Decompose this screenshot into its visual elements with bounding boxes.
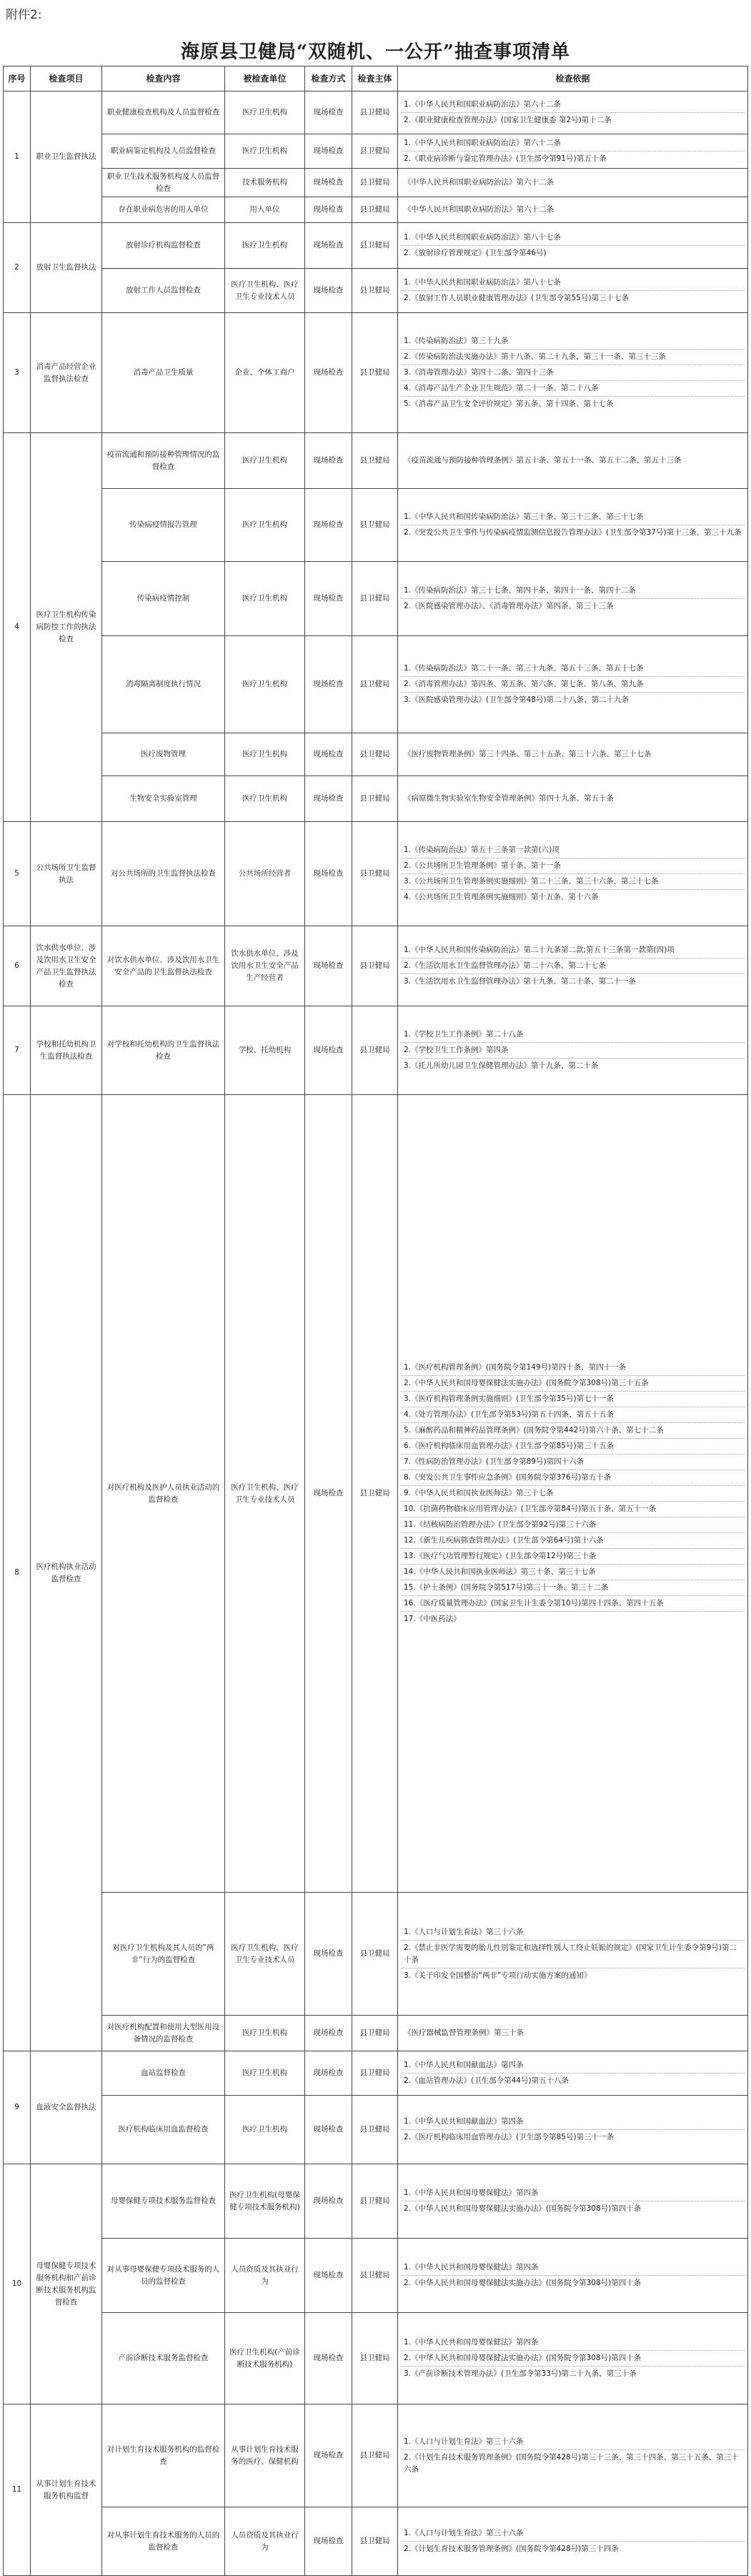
inspection-method-cell: 现场检查 — [305, 1893, 352, 2016]
basis-line: 《医疗器械监督管理条例》第三十条 — [404, 2028, 524, 2037]
inspection-method-cell: 现场检查 — [305, 2164, 352, 2239]
basis-line: 1.《中华人民共和国传染病防治法》第三十条、第三十三条、第三十七条 — [401, 510, 745, 525]
inspection-content-cell: 消毒产品卫生质量 — [102, 313, 225, 433]
basis-line: 2.《医疗机构临床用血管理办法》(卫生部令第85号)第三十一条 — [404, 2133, 615, 2141]
basis-line: 1.《中华人民共和国职业病防治法》第六十二条 — [401, 97, 745, 113]
table-row — [4, 2096, 748, 2164]
inspected-unit-cell: 医疗卫生机构 — [225, 2016, 305, 2051]
inspected-unit-cell: 饮水供水单位、涉及饮用水卫生安全产品生产经营者 — [225, 926, 305, 1006]
basis-line: 4.《处方管理办法》(卫生部令第53号)第五十四条、第五十五条 — [401, 1407, 745, 1423]
inspection-method-cell: 现场检查 — [305, 2016, 352, 2051]
inspection-subject-cell: 县卫健局 — [352, 1893, 398, 2016]
inspection-subject-cell: 县卫健局 — [352, 2507, 398, 2576]
inspection-content-cell: 传染病疫情报告管理 — [102, 489, 225, 562]
inspected-unit-cell: 医疗卫生机构(母婴保健专项技术服务机构) — [225, 2164, 305, 2239]
basis-line: 1.《医疗机构管理条例》(国务院令第149号)第四十条、第四十一条 — [401, 1360, 745, 1376]
basis-line: 3.《医院感染管理办法》(卫生部令第48号)第二十八条、第二十九条 — [404, 695, 630, 704]
inspection-basis-cell — [398, 926, 748, 1006]
inspection-subject-cell: 县卫健局 — [352, 562, 398, 636]
basis-line: 3.《托儿所幼儿园卫生保健管理办法》第十九条、第二十条 — [404, 1061, 599, 1070]
inspection-basis-cell — [398, 269, 748, 313]
table-row — [4, 489, 748, 562]
inspected-unit-cell: 医疗卫生机构 — [225, 134, 305, 169]
inspection-basis-cell — [398, 1095, 748, 1893]
inspection-content-cell: 职业健康检查机构及人员监督检查 — [102, 91, 225, 134]
header-cell-subject: 检查主体 — [352, 66, 398, 91]
basis-line: 3.《医疗机构管理条例实施细则》(卫生部令第35号)第七十一条 — [401, 1392, 745, 1407]
table-row — [4, 2051, 748, 2096]
inspected-unit-cell: 医疗卫生机构、医疗卫生专业技术人员 — [225, 269, 305, 313]
inspection-content-cell: 对医疗卫生机构及其人员的“两非”行为的监督检查 — [102, 1893, 225, 2016]
basis-line: 1.《中华人民共和国职业病防治法》第八十七条 — [401, 230, 745, 246]
inspection-method-cell: 现场检查 — [305, 91, 352, 134]
inspection-subject-cell: 县卫健局 — [352, 169, 398, 197]
inspection-method-cell: 现场检查 — [305, 822, 352, 926]
inspection-content-cell: 医疗机构临床用血监督检查 — [102, 2096, 225, 2164]
inspection-subject-cell: 县卫健局 — [352, 636, 398, 733]
inspection-content-cell: 职业病鉴定机构及人员监督检查 — [102, 134, 225, 169]
basis-line: 2.《中华人民共和国母婴保健法实施办法》(国务院令第308号)第四十条 — [404, 2279, 642, 2287]
basis-line: 1.《中华人民共和国传染病防治法》第二十九条第二款;第五十三条第一款第(四)项 — [401, 943, 745, 958]
table-row — [4, 733, 748, 776]
inspection-basis-cell — [398, 313, 748, 433]
basis-line: 《病原微生物实验室生物安全管理条例》第四十九条、第五十条 — [404, 794, 614, 803]
row-number-cell: 1 — [4, 91, 31, 223]
table-row — [4, 2016, 748, 2051]
inspection-method-cell: 现场检查 — [305, 223, 352, 269]
basis-line: 3.《关于印发全国整治“两非”专项行动实施方案的通知》 — [404, 1971, 592, 1980]
inspected-unit-cell: 医疗卫生机构 — [225, 2096, 305, 2164]
basis-line: 2.《学校卫生工作条例》第四条 — [401, 1043, 745, 1059]
table-row — [4, 134, 748, 169]
inspection-basis-cell — [398, 223, 748, 269]
inspection-subject-cell: 县卫健局 — [352, 91, 398, 134]
basis-line: 1.《传染病防治法》第三十七条、第四十条、第四十一条、第四十二条 — [401, 583, 745, 599]
table-row — [4, 433, 748, 489]
inspected-unit-cell: 技术服务机构 — [225, 169, 305, 197]
basis-line: 《中华人民共和国职业病防治法》第六十二条 — [404, 178, 554, 187]
basis-line: 17.《中医药法》 — [404, 1615, 461, 1623]
inspected-unit-cell: 医疗卫生机构 — [225, 733, 305, 776]
table-row — [4, 313, 748, 433]
basis-line: 1.《中华人民共和国母婴保健法》第四条 — [401, 2335, 745, 2351]
basis-line: 2.《放射工作人员职业健康管理办法》(卫生部令第55号)第三十七条 — [404, 294, 630, 302]
inspection-basis-cell — [398, 489, 748, 562]
inspection-basis-cell — [398, 822, 748, 926]
inspection-content-cell: 生物安全实验室管理 — [102, 776, 225, 822]
inspection-item-cell: 从事计划生育技术服务机构监督 — [31, 2404, 102, 2576]
inspection-basis-cell — [398, 2313, 748, 2404]
inspection-item-cell: 学校和托幼机构卫生监督执法检查 — [31, 1006, 102, 1095]
basis-line: 2.《计划生育技术服务管理条例》(国务院令第428号)第三十四条 — [404, 2545, 619, 2553]
inspection-subject-cell: 县卫健局 — [352, 733, 398, 776]
inspection-subject-cell: 县卫健局 — [352, 2051, 398, 2096]
header-cell-item: 检查项目 — [31, 66, 102, 91]
row-number-cell: 11 — [4, 2404, 31, 2576]
inspection-item-cell: 医疗卫生机构传染病防控工作的执法检查 — [31, 433, 102, 822]
inspection-basis-cell — [398, 2507, 748, 2576]
basis-line: 8.《突发公共卫生事件应急条例》(国务院令第376号)第五十条 — [401, 1470, 745, 1486]
header-cell-method: 检查方式 — [305, 66, 352, 91]
inspection-subject-cell: 县卫健局 — [352, 2239, 398, 2313]
inspected-unit-cell: 用人单位 — [225, 197, 305, 223]
inspected-unit-cell: 医疗卫生机构(产前诊断技术服务机构) — [225, 2313, 305, 2404]
table-row — [4, 1006, 748, 1095]
header-cell-content: 检查内容 — [102, 66, 225, 91]
inspection-method-cell: 现场检查 — [305, 489, 352, 562]
inspection-method-cell: 现场检查 — [305, 2096, 352, 2164]
inspection-content-cell: 放射工作人员监督检查 — [102, 269, 225, 313]
inspection-content-cell: 放射诊疗机构监督检查 — [102, 223, 225, 269]
inspection-method-cell: 现场检查 — [305, 269, 352, 313]
inspection-subject-cell: 县卫健局 — [352, 2313, 398, 2404]
inspection-subject-cell: 县卫健局 — [352, 776, 398, 822]
inspection-item-cell: 消毒产品经营企业监督执法检查 — [31, 313, 102, 433]
basis-line: 1.《中华人民共和国献血法》第四条 — [401, 2058, 745, 2074]
inspected-unit-cell: 医疗卫生机构 — [225, 636, 305, 733]
inspection-method-cell: 现场检查 — [305, 926, 352, 1006]
inspection-basis-cell — [398, 636, 748, 733]
basis-line: 1.《人口与计划生育法》第三十六条 — [401, 2434, 745, 2450]
basis-line: 5.《麻醉药品和精神药品管理条例》(国务院令第442号)第六十条、第七十二条 — [401, 1423, 745, 1439]
inspection-content-cell: 对医疗机构配置和使用大型医用设备情况的监督检查 — [102, 2016, 225, 2051]
inspected-unit-cell: 医疗卫生机构、医疗卫生专业技术人员 — [225, 1095, 305, 1893]
basis-line: 2.《禁止非医学需要的胎儿性别鉴定和选择性别人工终止妊娠的规定》(国家卫生计生委令第9号)第二十条 — [401, 1941, 745, 1968]
basis-line: 15.《护士条例》(国务院令第517号)第三十一条、第三十二条 — [401, 1580, 745, 1596]
inspection-basis-cell — [398, 776, 748, 822]
document-title: 海原县卫健局“双随机、一公开”抽查事项清单 — [181, 41, 570, 63]
inspection-item-cell: 母婴保健专项技术服务机构和产前诊断技术服务机构监督检查 — [31, 2164, 102, 2404]
inspection-subject-cell: 县卫健局 — [352, 313, 398, 433]
row-number-cell: 9 — [4, 2051, 31, 2164]
header-cell-index: 序号 — [4, 66, 31, 91]
header-cell-unit: 被检查单位 — [225, 66, 305, 91]
table-row — [4, 197, 748, 223]
basis-line: 5.《消毒产品卫生安全评价规定》第五条、第十四条、第十七条 — [404, 400, 614, 408]
basis-line: 2.《医院感染管理办法》、《消毒管理办法》第四条、第三十三条 — [404, 602, 614, 610]
basis-line: 1.《中华人民共和国母婴保健法》第四条 — [401, 2186, 745, 2201]
inspected-unit-cell: 从事计划生育技术服务的医疗、保健机构 — [225, 2404, 305, 2507]
basis-line: 6.《医疗机构临床用血管理办法》(卫生部令第85号)第三十五条 — [401, 1439, 745, 1455]
table-row — [4, 223, 748, 269]
inspection-method-cell: 现场检查 — [305, 1006, 352, 1095]
row-number-cell: 4 — [4, 433, 31, 822]
inspection-content-cell: 职业卫生技术服务机构及人员监督检查 — [102, 169, 225, 197]
table-row — [4, 926, 748, 1006]
table-row — [4, 1893, 748, 2016]
inspection-item-cell: 放射卫生监督执法 — [31, 223, 102, 313]
inspected-unit-cell: 企业、个体工商户 — [225, 313, 305, 433]
inspection-method-cell: 现场检查 — [305, 2051, 352, 2096]
inspection-basis-cell — [398, 134, 748, 169]
inspection-subject-cell: 县卫健局 — [352, 269, 398, 313]
inspection-method-cell: 现场检查 — [305, 2313, 352, 2404]
basis-line: 3.《消毒管理办法》第四十二条、第四十三条 — [401, 365, 745, 381]
basis-line: 2.《血站管理办法》(卫生部令第44号)第五十八条 — [404, 2076, 570, 2085]
table-row — [4, 169, 748, 197]
inspected-unit-cell: 医疗卫生机构 — [225, 776, 305, 822]
inspection-subject-cell: 县卫健局 — [352, 2164, 398, 2239]
inspection-subject-cell: 县卫健局 — [352, 926, 398, 1006]
inspected-unit-cell: 医疗卫生机构 — [225, 223, 305, 269]
basis-line: 1.《学校卫生工作条例》第二十八条 — [401, 1027, 745, 1043]
inspection-subject-cell: 县卫健局 — [352, 197, 398, 223]
inspection-basis-cell — [398, 433, 748, 489]
inspection-basis-cell — [398, 2239, 748, 2313]
inspected-unit-cell: 医疗卫生机构 — [225, 562, 305, 636]
inspected-unit-cell: 医疗卫生机构 — [225, 91, 305, 134]
inspection-method-cell: 现场检查 — [305, 197, 352, 223]
inspection-method-cell: 现场检查 — [305, 776, 352, 822]
inspection-content-cell: 传染病疫情控制 — [102, 562, 225, 636]
inspection-content-cell: 血站监督检查 — [102, 2051, 225, 2096]
inspection-subject-cell: 县卫健局 — [352, 489, 398, 562]
inspection-content-cell: 对从事母婴保健专项技术服务的人员的监督检查 — [102, 2239, 225, 2313]
basis-line: 16.《医疗质量管理办法》(国家卫生计生委令第10号)第四十四条、第四十五条 — [401, 1596, 745, 1612]
inspection-basis-cell — [398, 2051, 748, 2096]
inspection-subject-cell: 县卫健局 — [352, 2016, 398, 2051]
basis-line: 3.《产前诊断技术管理办法》(卫生部令第33号)第二十九条、第三十条 — [404, 2369, 637, 2378]
basis-line: 1.《中华人民共和国母婴保健法》第四条 — [401, 2260, 745, 2276]
table-row — [4, 2239, 748, 2313]
basis-line: 3.《公共场所卫生管理条例实施细则》第二十三条、第三十六条、第三十七条 — [401, 874, 745, 890]
basis-line: 7.《性病防治管理办法》(卫生部令第89号)第四十六条 — [401, 1455, 745, 1470]
basis-line: 12.《新生儿疾病筛查管理办法》(卫生部令第64号)第十六条 — [401, 1533, 745, 1549]
basis-line: 4.《消毒产品生产企业卫生规范》第二十一条、第二十八条 — [401, 381, 745, 397]
inspection-method-cell: 现场检查 — [305, 733, 352, 776]
inspection-content-cell: 存在职业病危害的用人单位 — [102, 197, 225, 223]
basis-line: 1.《传染病防治法》第三十九条 — [401, 334, 745, 350]
basis-line: 2.《生活饮用水卫生监督管理办法》第二十六条、第二十七条 — [401, 958, 745, 974]
inspection-content-cell: 对从事计划生育技术服务的人员的监督检查 — [102, 2507, 225, 2576]
table-row — [4, 636, 748, 733]
inspection-subject-cell: 县卫健局 — [352, 1095, 398, 1893]
table-row — [4, 2507, 748, 2576]
basis-line: 2.《职业健康检查管理办法》(国家卫生健康委 第2号)第十二条 — [404, 116, 612, 124]
row-number-cell: 7 — [4, 1006, 31, 1095]
inspection-item-cell: 职业卫生监督执法 — [31, 91, 102, 223]
table-row — [4, 562, 748, 636]
inspection-method-cell: 现场检查 — [305, 433, 352, 489]
basis-line: 2.《放射诊疗管理规定》(卫生部令第46号) — [404, 249, 547, 257]
basis-line: 1.《传染病防治法》第二十一条、第三十九条、第五十三条、第五十七条 — [401, 661, 745, 677]
inspection-basis-cell — [398, 733, 748, 776]
inspection-table — [3, 66, 748, 2576]
inspection-method-cell: 现场检查 — [305, 134, 352, 169]
basis-line: 10.《抗菌药物临床应用管理办法》(卫生部令第84号)第五十条、第五十一条 — [401, 1502, 745, 1517]
basis-line: 2.《中华人民共和国母婴保健法实施办法》(国务院令第308号)第三十五条 — [401, 1376, 745, 1392]
basis-line: 14.《中华人民共和国执业医师法》第三十条、第三十七条 — [401, 1565, 745, 1580]
table-row — [4, 2164, 748, 2239]
basis-line: 2.《中华人民共和国母婴保健法实施办法》(国务院令第308号)第四十条 — [404, 2204, 642, 2213]
basis-line: 2.《计划生育技术服务管理条例》(国务院令第428号)第三十三条、第三十四条、第三十五条、第三十六条 — [404, 2452, 739, 2474]
inspection-content-cell: 母婴保健专项技术服务监督检查 — [102, 2164, 225, 2239]
table-row — [4, 1095, 748, 1893]
row-number-cell: 3 — [4, 313, 31, 433]
inspection-subject-cell: 县卫健局 — [352, 134, 398, 169]
inspected-unit-cell: 医疗卫生机构 — [225, 489, 305, 562]
row-number-cell: 2 — [4, 223, 31, 313]
inspection-content-cell: 对饮水供水单位、涉及饮用水卫生安全产品的卫生监督执法检查 — [102, 926, 225, 1006]
inspection-method-cell: 现场检查 — [305, 2507, 352, 2576]
inspection-content-cell: 对学校和托幼机构的卫生监督执法检查 — [102, 1006, 225, 1095]
header-cell-basis: 检查依据 — [398, 66, 748, 91]
inspection-subject-cell: 县卫健局 — [352, 822, 398, 926]
inspected-unit-cell: 人员资质及其执业行为 — [225, 2507, 305, 2576]
inspected-unit-cell: 公共场所经营者 — [225, 822, 305, 926]
basis-line: 1.《中华人民共和国献血法》第四条 — [401, 2114, 745, 2130]
inspected-unit-cell: 学校、托幼机构 — [225, 1006, 305, 1095]
inspection-basis-cell — [398, 91, 748, 134]
inspection-basis-cell — [398, 1006, 748, 1095]
inspection-subject-cell: 县卫健局 — [352, 2404, 398, 2507]
table-body — [4, 91, 748, 2576]
table-row — [4, 776, 748, 822]
inspected-unit-cell: 医疗卫生机构 — [225, 433, 305, 489]
basis-line: 3.《生活饮用水卫生监督管理办法》第十九条、第二十条、第二十一条 — [404, 977, 637, 986]
basis-line: 4.《公共场所卫生管理条例实施细则》第十五条、第十六条 — [404, 893, 599, 901]
basis-line: 2.《传染病防治法实施办法》第十八条、第二十九条、第三十一条、第三十三条 — [401, 350, 745, 365]
inspection-basis-cell — [398, 562, 748, 636]
inspection-basis-cell — [398, 197, 748, 223]
basis-line: 1.《中华人民共和国职业病防治法》第六十二条 — [401, 136, 745, 152]
table-row — [4, 2404, 748, 2507]
inspection-subject-cell: 县卫健局 — [352, 1006, 398, 1095]
inspection-item-cell: 医疗机构执业活动监督检查 — [31, 1095, 102, 2051]
basis-line: 2.《公共场所卫生管理条例》第十条、第十一条 — [401, 858, 745, 874]
basis-line: 《医疗废物管理条例》第三十四条、第三十五条、第三十六条、第三十七条 — [404, 750, 652, 758]
inspection-subject-cell: 县卫健局 — [352, 2096, 398, 2164]
inspection-basis-cell — [398, 1893, 748, 2016]
inspection-method-cell: 现场检查 — [305, 313, 352, 433]
inspected-unit-cell: 医疗卫生机构 — [225, 2051, 305, 2096]
basis-line: 2.《职业病诊断与鉴定管理办法》(卫生部令第91号)第五十条 — [404, 154, 607, 163]
inspection-content-cell: 产前诊断技术服务监督检查 — [102, 2313, 225, 2404]
inspected-unit-cell: 医疗卫生机构、医疗卫生专业技术人员 — [225, 1893, 305, 2016]
row-number-cell: 8 — [4, 1095, 31, 2051]
inspected-unit-cell: 人员资质及其执业行为 — [225, 2239, 305, 2313]
row-number-cell: 6 — [4, 926, 31, 1006]
header-row — [4, 66, 748, 91]
inspection-basis-cell — [398, 2096, 748, 2164]
inspection-basis-cell — [398, 2164, 748, 2239]
inspection-method-cell: 现场检查 — [305, 2404, 352, 2507]
table-row — [4, 822, 748, 926]
inspection-content-cell: 对医疗机构及医护人员执业活动的监督检查 — [102, 1095, 225, 1893]
basis-line: 1.《人口与计划生育法》第三十六条 — [401, 2526, 745, 2542]
inspection-item-cell: 公共场所卫生监督执法 — [31, 822, 102, 926]
inspection-method-cell: 现场检查 — [305, 169, 352, 197]
basis-line: 11.《结核病防治管理办法》(卫生部令第92号)第三十六条 — [401, 1517, 745, 1533]
basis-line: 2.《中华人民共和国母婴保健法实施办法》(国务院令第308号)第四十条 — [401, 2351, 745, 2367]
basis-line: 1.《传染病防治法》第五十三条第一款第(六)项 — [401, 843, 745, 858]
basis-line: 2.《突发公共卫生事件与传染病疫情监测信息报告管理办法》(卫生部令第37号)第十三条、第三十九条 — [404, 528, 742, 537]
attachment-label: 附件2: — [6, 8, 42, 22]
inspection-method-cell: 现场检查 — [305, 1095, 352, 1893]
basis-line: 13.《医疗气功管理暂行规定》(卫生部令第12号)第三十条 — [401, 1549, 745, 1565]
inspection-content-cell: 对公共场所的卫生监督执法检查 — [102, 822, 225, 926]
basis-line: 2.《消毒管理办法》第四条、第五条、第六条、第七条、第八条、第九条 — [401, 677, 745, 693]
inspection-subject-cell: 县卫健局 — [352, 223, 398, 269]
basis-line: 《疫苗流通与预防接种管理条例》第五十条、第五十一条、第五十二条、第五十三条 — [404, 456, 682, 465]
inspection-content-cell: 对计划生育技术服务机构的监督检查 — [102, 2404, 225, 2507]
table-row — [4, 2313, 748, 2404]
inspection-method-cell: 现场检查 — [305, 636, 352, 733]
basis-line: 《中华人民共和国职业病防治法》第六十二条 — [404, 205, 554, 214]
inspection-basis-cell — [398, 169, 748, 197]
inspection-basis-cell — [398, 2404, 748, 2507]
basis-line: 1.《人口与计划生育法》第三十六条 — [401, 1925, 745, 1941]
inspection-item-cell: 饮水供水单位、涉及饮用水卫生安全产品卫生监督执法检查 — [31, 926, 102, 1006]
table-row — [4, 91, 748, 134]
row-number-cell: 5 — [4, 822, 31, 926]
inspection-content-cell: 医疗废物管理 — [102, 733, 225, 776]
table-row — [4, 269, 748, 313]
basis-line: 9.《中华人民共和国执业医师法》第三十七条 — [401, 1486, 745, 1502]
inspection-content-cell: 消毒隔离制度执行情况 — [102, 636, 225, 733]
inspection-basis-cell — [398, 2016, 748, 2051]
inspection-item-cell: 血液安全监督执法 — [31, 2051, 102, 2164]
inspection-method-cell: 现场检查 — [305, 2239, 352, 2313]
row-number-cell: 10 — [4, 2164, 31, 2404]
inspection-subject-cell: 县卫健局 — [352, 433, 398, 489]
basis-line: 1.《中华人民共和国职业病防治法》第八十七条 — [401, 275, 745, 291]
inspection-content-cell: 疫苗流通和预防接种管理情况的监督检查 — [102, 433, 225, 489]
inspection-method-cell: 现场检查 — [305, 562, 352, 636]
